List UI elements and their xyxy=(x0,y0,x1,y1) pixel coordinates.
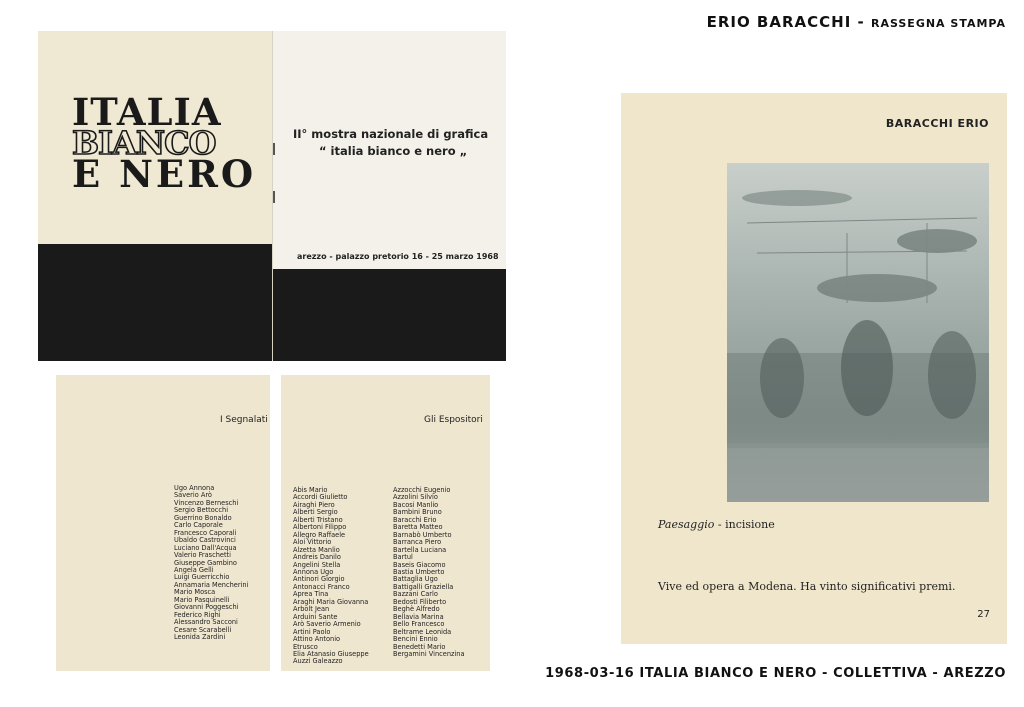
header-subtitle: RASSEGNA STAMPA xyxy=(870,17,1006,30)
list-item: Valerio Fraschetti xyxy=(174,551,231,560)
list-item: Bellavia Marina xyxy=(393,612,444,621)
list-item: Artini Paolo xyxy=(293,627,331,636)
list-item: Auzzi Galeazzo xyxy=(293,657,343,666)
list-item: Luigi Guerricchio xyxy=(174,573,230,582)
list-item: Battigalli Graziella xyxy=(393,582,454,591)
page-number: 27 xyxy=(977,609,990,620)
cover-black-band xyxy=(273,269,506,361)
list-item: Abis Mario xyxy=(293,486,328,494)
page-header xyxy=(707,12,1006,31)
list-item: Baretta Matteo xyxy=(393,523,443,532)
list-item: Baracchi Erio xyxy=(393,515,437,524)
list-item: Mario Mosca xyxy=(174,588,216,597)
list-item: Giovanni Poggeschi xyxy=(174,603,239,612)
list-item: Andreis Danilo xyxy=(293,553,341,562)
list-item: Francesco Caporali xyxy=(174,528,237,537)
cover-subtitle-line2: “ italia bianco e nero „ xyxy=(319,144,468,158)
list-item: Ugo Annona xyxy=(174,484,215,492)
cover-subtitle xyxy=(293,126,488,160)
list-item: Giuseppe Gambino xyxy=(174,558,237,567)
list-item: Annona Ugo xyxy=(293,567,334,576)
cover-front xyxy=(38,31,272,361)
list-item: Albertoni Filippo xyxy=(293,523,347,532)
header-title: ERIO BARACCHI xyxy=(706,13,852,31)
list-item: Battaglia Ugo xyxy=(393,575,438,584)
list-item: Arò Saverio Armenio xyxy=(293,620,361,629)
list-item: Etrusco xyxy=(293,642,318,651)
list-item: Bambini Bruno xyxy=(393,508,442,517)
staple-mark xyxy=(273,143,275,155)
landscape-etching xyxy=(727,163,989,502)
list-item: Airaghi Piero xyxy=(293,500,335,509)
list-item: Bartella Luciana xyxy=(393,545,447,554)
cover-title xyxy=(72,90,257,196)
cover-subtitle-line1: II° mostra nazionale di grafica xyxy=(293,127,489,141)
list-item: Carlo Caporale xyxy=(174,521,223,530)
catalogue-page xyxy=(621,93,1007,644)
list-item: Ubaldo Castrovinci xyxy=(174,536,236,545)
list-item: Beghè Alfredo xyxy=(393,605,440,614)
list-item: Aloi Vittorio xyxy=(293,538,332,547)
list-item: Bedosti Filiberto xyxy=(393,597,447,606)
list-item: Saverio Arò xyxy=(174,491,212,500)
list-item: Alberti Tristano xyxy=(293,515,343,524)
list-item: Accordi Giulietto xyxy=(293,493,348,502)
cover-title-line2: BIANCO xyxy=(72,124,216,162)
list-item: Cesare Scarabelli xyxy=(174,625,232,634)
list-item: Arbolt Jean xyxy=(293,605,330,614)
cover-venue: arezzo - palazzo pretorio 16 - 25 marzo 1968 xyxy=(297,252,499,261)
list-item: Angela Gelli xyxy=(174,565,214,574)
list-item: Mario Pasquinelli xyxy=(174,595,230,604)
list-item: Azzocchi Eugenio xyxy=(393,486,451,494)
list-item: Barnabò Umberto xyxy=(393,530,452,539)
list-item: Alessandro Sacconi xyxy=(174,618,238,627)
list-item: Attino Antonio xyxy=(293,635,341,644)
list-item: Leonida Zardini xyxy=(174,633,226,642)
list-item: Bastia Umberto xyxy=(393,567,445,576)
list-item: Benedetti Mario xyxy=(393,642,446,651)
list-item: Bazzani Carlo xyxy=(393,590,438,599)
cover-black-band xyxy=(38,244,272,361)
list-item: Antonacci Franco xyxy=(293,582,350,591)
etching-image xyxy=(727,163,989,502)
artwork-technique: - incisione xyxy=(714,518,775,531)
artwork-title: Paesaggio xyxy=(658,518,715,531)
list-item: Vincenzo Berneschi xyxy=(174,498,239,507)
segnalati-title: I Segnalati xyxy=(220,415,268,425)
cover-title-line1: ITALIA xyxy=(72,90,222,134)
list-item: Arduini Sante xyxy=(293,612,338,621)
page-footer: 1968-03-16 ITALIA BIANCO E NERO - COLLETTIVA - AREZZO xyxy=(545,666,1006,681)
list-item: Baseis Giacomo xyxy=(393,560,446,569)
segnalati-list xyxy=(174,485,248,642)
list-item: Bartul xyxy=(393,553,413,562)
segnalati-page xyxy=(56,375,270,671)
staple-mark xyxy=(273,191,275,203)
list-item: Araghi Maria Giovanna xyxy=(293,597,369,606)
list-item: Beltrame Leonida xyxy=(393,627,452,636)
list-item: Guerrino Bonaldo xyxy=(174,513,232,522)
list-item: Antinori Giorgio xyxy=(293,575,345,584)
list-item: Angelini Stella xyxy=(293,560,341,569)
list-item: Sergio Bettocchi xyxy=(174,506,229,515)
artist-name: BARACCHI ERIO xyxy=(885,117,989,130)
list-item: Annamaria Mencherini xyxy=(174,580,249,589)
espositori-title: Gli Espositori xyxy=(424,415,483,425)
espositori-column-1 xyxy=(293,487,369,666)
cover-title-line3: E NERO xyxy=(72,152,257,196)
list-item: Federico Righi xyxy=(174,610,221,619)
artist-note: Vive ed opera a Modena. Ha vinto significativi premi. xyxy=(658,580,956,593)
cover-inner-page xyxy=(272,31,506,361)
list-item: Bergamini Vincenzina xyxy=(393,649,465,658)
list-item: Azzolini Silvio xyxy=(393,493,438,502)
artwork-caption xyxy=(658,518,775,531)
list-item: Aprea Tina xyxy=(293,590,329,599)
espositori-column-2 xyxy=(393,487,465,658)
list-item: Bacosi Manlio xyxy=(393,500,439,509)
header-separator: - xyxy=(851,13,871,31)
list-item: Alberti Sergio xyxy=(293,508,338,517)
list-item: Alzetta Manlio xyxy=(293,545,340,554)
espositori-page xyxy=(281,375,490,671)
list-item: Bencini Ennio xyxy=(393,635,438,644)
list-item: Elia Atanasio Giuseppe xyxy=(293,649,369,658)
list-item: Luciano Dall'Acqua xyxy=(174,543,237,552)
list-item: Barranca Piero xyxy=(393,538,442,547)
list-item: Bello Francesco xyxy=(393,620,445,629)
list-item: Allegro Raffaele xyxy=(293,530,346,539)
